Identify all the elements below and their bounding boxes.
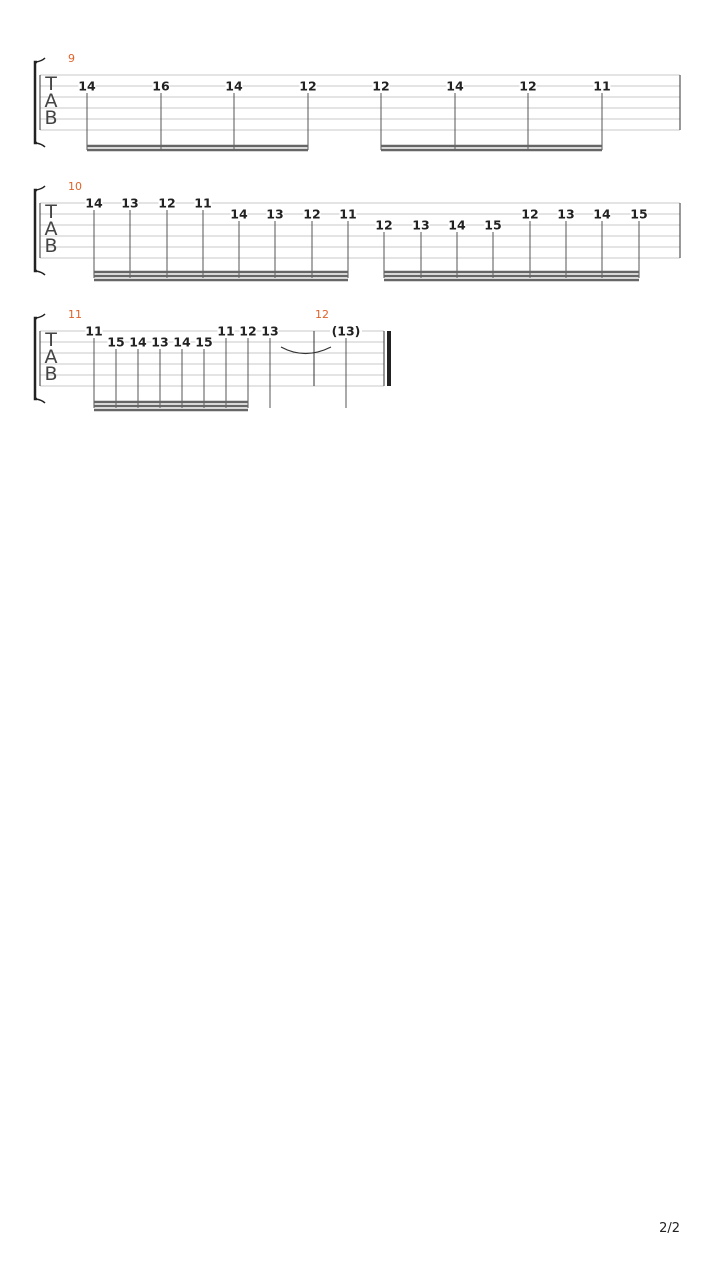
fret-number: 13: [412, 217, 430, 233]
fret-number: 14: [78, 78, 96, 94]
measure-number: 11: [68, 308, 82, 321]
measure-number: 12: [315, 308, 329, 321]
fret-number: 11: [85, 323, 103, 339]
system-bracket: [35, 318, 37, 399]
tab-clef-letter-t: T: [45, 73, 57, 95]
system-bracket-hook-bottom: [36, 271, 45, 275]
fret-number: 13: [151, 334, 169, 350]
fret-number: 12: [299, 78, 317, 94]
fret-number: 15: [195, 334, 213, 350]
fret-number: 14: [448, 217, 466, 233]
tab-clef-letter-a: A: [44, 346, 58, 368]
measure-number: 10: [68, 180, 82, 193]
tab-clef-letter-t: T: [45, 329, 57, 351]
fret-number: 15: [630, 206, 648, 222]
fret-number: 16: [152, 78, 170, 94]
fret-number: 13: [557, 206, 575, 222]
fret-number: 12: [158, 195, 176, 211]
tab-clef-letter-b: B: [44, 363, 58, 385]
fret-number: 12: [239, 323, 257, 339]
fret-number: 13: [121, 195, 139, 211]
fret-number: 14: [173, 334, 191, 350]
system-bracket-hook-bottom: [36, 399, 45, 403]
fret-number: 11: [194, 195, 212, 211]
fret-number: 12: [375, 217, 393, 233]
fret-number: 11: [217, 323, 235, 339]
final-barline-thick: [387, 331, 391, 386]
fret-number: 14: [85, 195, 103, 211]
fret-number: 14: [446, 78, 464, 94]
system-bracket-hook-top: [36, 186, 45, 190]
tab-clef-letter-b: B: [44, 107, 58, 129]
fret-number: 12: [519, 78, 537, 94]
tab-clef-letter-t: T: [45, 201, 57, 223]
fret-number: 14: [593, 206, 611, 222]
fret-number: 14: [129, 334, 147, 350]
fret-number: 15: [107, 334, 125, 350]
fret-number: 12: [521, 206, 539, 222]
fret-number: 13: [266, 206, 284, 222]
system-bracket-hook-top: [36, 314, 45, 318]
tab-clef-letter-a: A: [44, 218, 58, 240]
fret-number: 11: [593, 78, 611, 94]
page-number: 2/2: [659, 1221, 680, 1236]
fret-number: 14: [225, 78, 243, 94]
fret-number: 12: [303, 206, 321, 222]
system-bracket-hook-top: [36, 58, 45, 62]
fret-number: 11: [339, 206, 357, 222]
system-bracket: [35, 62, 37, 143]
tab-clef-letter-a: A: [44, 90, 58, 112]
fret-number: 13: [261, 323, 279, 339]
system-bracket: [35, 190, 37, 271]
system-bracket-hook-bottom: [36, 143, 45, 147]
measure-number: 9: [68, 52, 75, 65]
fret-number: 15: [484, 217, 502, 233]
fret-number: 14: [230, 206, 248, 222]
fret-number: 12: [372, 78, 390, 94]
tab-clef-letter-b: B: [44, 235, 58, 257]
fret-number: (13): [331, 323, 361, 339]
